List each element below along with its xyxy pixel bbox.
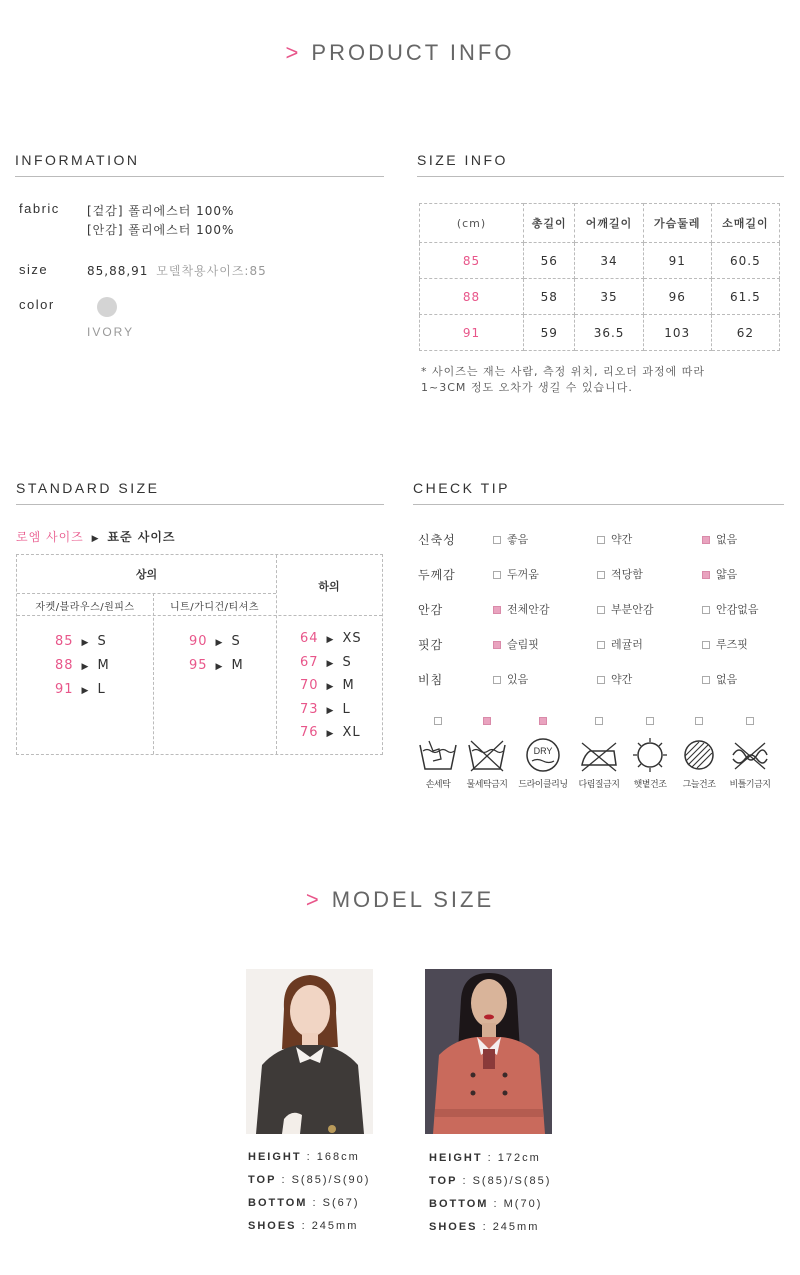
- crumb-standard-size: 표준 사이즈: [107, 530, 176, 544]
- no-water-wash-icon: [466, 737, 508, 773]
- check-option: 전체안감: [493, 601, 550, 617]
- value-cell: 35: [575, 279, 643, 315]
- value-cell: 60.5: [711, 243, 779, 279]
- list-item: 90 ▶ S: [189, 634, 241, 649]
- size-value: [87, 262, 267, 279]
- value-cell: 62: [711, 315, 779, 351]
- value-cell: 34: [575, 243, 643, 279]
- check-option: 있음: [493, 671, 528, 687]
- check-option: 슬림핏: [493, 636, 539, 652]
- model-size-title: [0, 887, 800, 913]
- size-table: [419, 203, 780, 351]
- unit-header: (cm): [420, 204, 524, 243]
- list-item: 73 ▶ L: [300, 702, 351, 717]
- list-item: 91 ▶ L: [55, 682, 106, 697]
- size-cell: 88: [420, 279, 524, 315]
- care-no-iron: 다림질금지: [570, 710, 628, 790]
- model-2-bottom: BOTTOM : M(70): [429, 1198, 543, 1210]
- crumb-brand-size: 로엠 사이즈: [16, 530, 84, 544]
- thickness-label: 두께감: [418, 568, 456, 582]
- size-info-heading: SIZE INFO: [417, 152, 784, 177]
- list-item: 67 ▶ S: [300, 655, 352, 670]
- product-info-title: [0, 40, 800, 66]
- divider: [17, 593, 276, 594]
- care-dry-clean: DRY 드라이클리닝: [514, 710, 572, 790]
- model-1-bottom: BOTTOM : S(67): [248, 1197, 360, 1209]
- size-list: 85,88,91: [87, 264, 149, 278]
- sun-dry-icon: [629, 737, 671, 773]
- checkbox-checked: [483, 717, 491, 725]
- checkbox: [595, 717, 603, 725]
- col-header: 소매길이: [711, 204, 779, 243]
- fit-label: 핏감: [418, 638, 444, 652]
- divider: [153, 593, 154, 754]
- crumb-arrow-icon: ▶: [91, 534, 100, 544]
- fabric-lining: [안감] 폴리에스터 100%: [87, 223, 235, 237]
- checkbox-checked: [539, 717, 547, 725]
- checkbox: [493, 676, 501, 684]
- care-hand-wash: 손세탁: [409, 710, 467, 790]
- check-option: 루즈핏: [702, 636, 748, 652]
- title-arrow: >: [305, 887, 322, 912]
- information-heading: INFORMATION: [15, 152, 384, 177]
- jacket-label: 자켓/블라우스/원피스: [35, 602, 135, 613]
- value-cell: 61.5: [711, 279, 779, 315]
- table-row: [420, 243, 780, 279]
- checkbox: [702, 676, 710, 684]
- value-cell: 56: [524, 243, 575, 279]
- table-row: [420, 279, 780, 315]
- checkbox-checked: [702, 571, 710, 579]
- no-iron-icon: [578, 737, 620, 773]
- checkbox: [597, 676, 605, 684]
- hand-wash-icon: [417, 737, 459, 773]
- list-item: 64 ▶ XS: [300, 631, 362, 646]
- check-option: 없음: [702, 531, 737, 547]
- size-cell: 91: [420, 315, 524, 351]
- color-name: IVORY: [87, 325, 135, 339]
- size-cell: 85: [420, 243, 524, 279]
- check-tip-heading: CHECK TIP: [413, 480, 784, 505]
- fabric-label: fabric: [19, 201, 60, 216]
- shade-dry-icon: [678, 737, 720, 773]
- checkbox: [434, 717, 442, 725]
- size-note: [421, 364, 705, 396]
- no-wring-icon: [729, 737, 771, 773]
- col-header: 총길이: [524, 204, 575, 243]
- check-option: 약간: [597, 671, 632, 687]
- list-item: 88 ▶ M: [55, 658, 110, 673]
- model-2-top: TOP : S(85)/S(85): [429, 1175, 552, 1187]
- title-arrow: >: [285, 40, 302, 65]
- table-row: [420, 315, 780, 351]
- check-option: 좋음: [493, 531, 528, 547]
- divider: [17, 615, 382, 616]
- checkbox: [702, 641, 710, 649]
- list-item: 95 ▶ M: [189, 658, 244, 673]
- model-size-title-text: MODEL SIZE: [331, 887, 495, 912]
- model-1-photo: [246, 969, 373, 1134]
- stretch-label: 신축성: [418, 533, 456, 547]
- model-2-photo: [425, 969, 552, 1134]
- list-item: 76 ▶ XL: [300, 725, 361, 740]
- check-option: 얇음: [702, 566, 737, 582]
- checkbox: [493, 536, 501, 544]
- model-1-height: HEIGHT : 168cm: [248, 1151, 360, 1163]
- product-info-title-text: PRODUCT INFO: [311, 40, 515, 65]
- check-option: 두꺼움: [493, 566, 539, 582]
- checkbox: [597, 641, 605, 649]
- bottom-label: 하의: [318, 580, 340, 593]
- model-1-top: TOP : S(85)/S(90): [248, 1174, 371, 1186]
- lining-label: 안감: [418, 603, 444, 617]
- check-option: 적당함: [597, 566, 643, 582]
- value-cell: 36.5: [575, 315, 643, 351]
- model-2-height: HEIGHT : 172cm: [429, 1152, 541, 1164]
- checkbox: [597, 571, 605, 579]
- list-item: 85 ▶ S: [55, 634, 107, 649]
- size-note-line1: * 사이즈는 재는 사람, 측정 위치, 리오더 과정에 따라: [421, 365, 705, 378]
- model-1-shoes: SHOES : 245mm: [248, 1220, 359, 1232]
- value-cell: 103: [643, 315, 711, 351]
- value-cell: 96: [643, 279, 711, 315]
- model-2-shoes: SHOES : 245mm: [429, 1221, 540, 1233]
- col-header: 가슴둘레: [643, 204, 711, 243]
- checkbox: [702, 606, 710, 614]
- checkbox: [597, 606, 605, 614]
- care-sun-dry: 햇볕건조: [621, 710, 679, 790]
- knit-label: 니트/가디건/티셔츠: [169, 602, 260, 613]
- size-label: size: [19, 262, 49, 277]
- check-option: 약간: [597, 531, 632, 547]
- care-no-water-wash: 물세탁금지: [458, 710, 516, 790]
- col-header: 어깨길이: [575, 204, 643, 243]
- fabric-outer: [겉감] 폴리에스터 100%: [87, 204, 235, 218]
- list-item: 70 ▶ M: [300, 678, 355, 693]
- checkbox-checked: [702, 536, 710, 544]
- checkbox: [746, 717, 754, 725]
- color-label: color: [19, 297, 55, 312]
- care-no-wring: 비틀기금지: [721, 710, 779, 790]
- breadcrumb: [16, 528, 176, 545]
- checkbox-checked: [493, 641, 501, 649]
- dry-clean-icon: [522, 737, 564, 773]
- checkbox: [646, 717, 654, 725]
- check-option: 없음: [702, 671, 737, 687]
- value-cell: 59: [524, 315, 575, 351]
- care-shade-dry: 그늘건조: [670, 710, 728, 790]
- value-cell: 91: [643, 243, 711, 279]
- sheer-label: 비침: [418, 673, 444, 687]
- check-option: 부분안감: [597, 601, 654, 617]
- dry-text: DRY: [533, 746, 553, 756]
- checkbox: [493, 571, 501, 579]
- standard-size-heading: STANDARD SIZE: [16, 480, 384, 505]
- top-label: 상의: [135, 568, 158, 581]
- model-size-note: 모델착용사이즈:85: [156, 264, 267, 278]
- check-option: 레귤러: [597, 636, 643, 652]
- size-note-line2: 1~3CM 정도 오차가 생길 수 있습니다.: [421, 381, 633, 394]
- checkbox: [597, 536, 605, 544]
- standard-size-table: [16, 554, 383, 755]
- value-cell: 58: [524, 279, 575, 315]
- size-table-header: [420, 204, 780, 243]
- checkbox: [695, 717, 703, 725]
- checkbox-checked: [493, 606, 501, 614]
- color-swatch: [97, 297, 117, 317]
- check-option: 안감없음: [702, 601, 759, 617]
